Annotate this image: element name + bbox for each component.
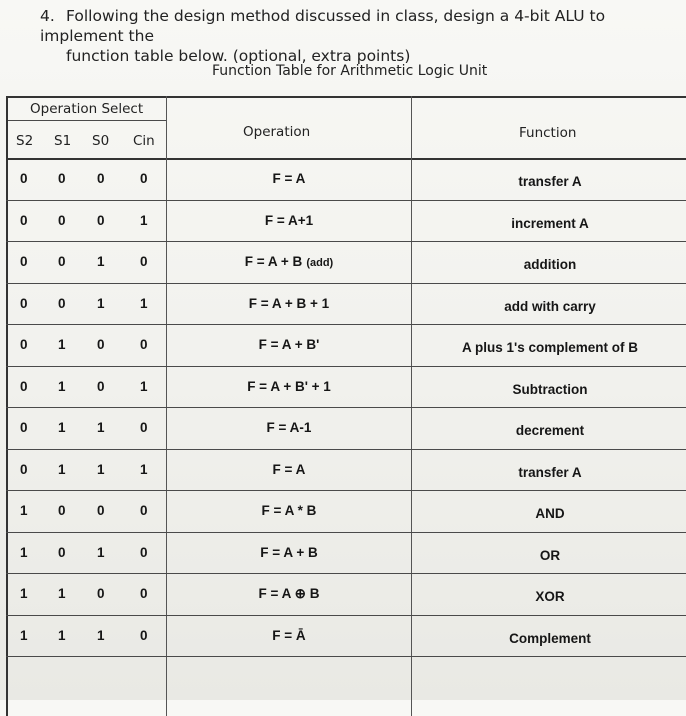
- cell-operation: [167, 213, 411, 228]
- question-number: 4.: [40, 7, 55, 25]
- cell-function: AND: [535, 506, 565, 521]
- cell-cin: 0: [140, 254, 148, 269]
- cell-s1: 0: [58, 544, 66, 560]
- header-bottom-border: [6, 158, 686, 160]
- table-title: Function Table for Arithmetic Logic Unit: [212, 63, 488, 79]
- operation-note: (add): [306, 257, 334, 269]
- cell-s0: 1: [97, 295, 105, 311]
- header-function: Function: [519, 125, 577, 141]
- cell-s0: 0: [97, 586, 105, 601]
- cell-operation: [167, 545, 411, 560]
- row-divider: [6, 324, 686, 325]
- cell-s1: 0: [58, 171, 66, 186]
- question-line-2: function table below. (optional, extra points): [66, 47, 411, 65]
- cell-s2: 0: [20, 420, 28, 435]
- header-s2: S2: [16, 133, 34, 149]
- cell-cin: 0: [140, 171, 148, 186]
- header-s0: S0: [92, 133, 110, 149]
- header-operation: Operation: [243, 124, 311, 140]
- operation-expression: F = A + B: [244, 254, 303, 269]
- cell-s2: 0: [20, 295, 28, 311]
- operation-expression: F = A + B' + 1: [247, 378, 331, 394]
- operation-expression: F = A: [272, 461, 306, 477]
- cell-cin: 1: [140, 461, 148, 477]
- cell-function: OR: [539, 547, 561, 563]
- header-s1: S1: [54, 133, 72, 149]
- operation-expression: F = A ⊕ B: [258, 586, 320, 601]
- table-top-border: [6, 96, 686, 98]
- cell-operation: [167, 628, 411, 643]
- cell-s2: 0: [20, 254, 28, 269]
- cell-s0: 0: [97, 378, 105, 394]
- cell-cin: 1: [140, 212, 148, 228]
- operation-expression: F = A+1: [264, 212, 314, 228]
- cell-s0: 0: [97, 171, 105, 186]
- cell-cin: 1: [140, 378, 148, 394]
- cell-s0: 0: [97, 503, 105, 518]
- cell-function: Subtraction: [512, 381, 588, 397]
- operation-expression: F = A + B': [258, 337, 320, 352]
- cell-s1: 1: [58, 378, 66, 394]
- row-divider: [6, 241, 686, 242]
- cell-operation: [167, 420, 411, 435]
- cell-operation: [167, 379, 411, 394]
- row-divider: [6, 407, 686, 408]
- question-text: [40, 6, 670, 66]
- row-divider: [6, 656, 686, 657]
- row-divider: [6, 490, 686, 491]
- cell-s1: 0: [58, 212, 66, 228]
- cell-cin: 0: [140, 420, 148, 435]
- operation-expression: F = A * B: [261, 503, 317, 518]
- cell-s0: 1: [97, 461, 105, 477]
- cell-s1: 1: [58, 461, 66, 477]
- row-divider: [6, 532, 686, 533]
- cell-s0: 0: [97, 212, 105, 228]
- cell-operation: [167, 337, 411, 352]
- header-cin: Cin: [133, 133, 155, 149]
- cell-s2: 1: [20, 544, 28, 560]
- cell-s2: 0: [20, 378, 28, 394]
- cell-s2: 0: [20, 461, 28, 477]
- cell-operation: [167, 171, 411, 186]
- cell-function: decrement: [515, 423, 585, 438]
- cell-s1: 0: [58, 295, 66, 311]
- cell-function: A plus 1's complement of B: [462, 340, 638, 355]
- operation-expression: F = A-1: [266, 420, 312, 435]
- row-divider: [6, 283, 686, 284]
- cell-s2: 1: [20, 503, 28, 518]
- cell-cin: 0: [140, 337, 148, 352]
- row-divider: [6, 573, 686, 574]
- cell-s2: 1: [20, 627, 28, 643]
- header-operation-select: Operation Select: [30, 101, 144, 117]
- column-divider-function: [411, 96, 412, 716]
- cell-s1: 0: [58, 503, 66, 518]
- operation-expression: F = A + B + 1: [248, 295, 330, 311]
- cell-function: Complement: [509, 630, 591, 646]
- cell-operation: [167, 296, 411, 311]
- cell-s2: 0: [20, 337, 28, 352]
- operation-expression: F = A: [272, 171, 306, 186]
- cell-function: transfer A: [518, 464, 582, 480]
- cell-function: XOR: [535, 589, 565, 604]
- cell-cin: 0: [140, 503, 148, 518]
- table-left-border: [6, 96, 8, 716]
- cell-cin: 1: [140, 295, 148, 311]
- question-line-1: [40, 6, 670, 46]
- row-divider: [6, 200, 686, 201]
- operation-select-underline: [6, 120, 166, 121]
- cell-s0: 0: [97, 337, 105, 352]
- cell-s1: 0: [58, 254, 66, 269]
- alu-function-table: [6, 96, 686, 716]
- cell-operation: [167, 503, 411, 518]
- cell-s0: 1: [97, 420, 105, 435]
- row-divider: [6, 449, 686, 450]
- cell-function: addition: [523, 257, 577, 272]
- question-line-1-text: Following the design method discussed in class, design a 4-bit ALU to implement the: [40, 7, 606, 45]
- row-divider: [6, 366, 686, 367]
- cell-s1: 1: [58, 420, 66, 435]
- operation-expression: F = A + B: [260, 544, 318, 560]
- cell-s1: 1: [58, 627, 66, 643]
- cell-s2: 0: [20, 171, 28, 186]
- row-divider: [6, 615, 686, 616]
- cell-operation: [167, 462, 411, 477]
- cell-function: transfer A: [518, 174, 582, 189]
- cell-function: add with carry: [504, 298, 596, 314]
- cell-s2: 0: [20, 212, 28, 228]
- cell-cin: 0: [140, 544, 148, 560]
- cell-s0: 1: [97, 544, 105, 560]
- cell-s1: 1: [58, 586, 66, 601]
- column-divider-operation: [166, 96, 167, 716]
- cell-operation: [167, 254, 411, 269]
- cell-operation: [167, 586, 411, 602]
- cell-cin: 0: [140, 627, 148, 643]
- cell-cin: 0: [140, 586, 148, 601]
- cell-s0: 1: [97, 627, 105, 643]
- operation-expression: F = Ā: [272, 627, 306, 643]
- cell-s0: 1: [97, 254, 105, 269]
- cell-function: increment A: [511, 215, 589, 231]
- cell-s1: 1: [58, 337, 66, 352]
- cell-s2: 1: [20, 586, 28, 601]
